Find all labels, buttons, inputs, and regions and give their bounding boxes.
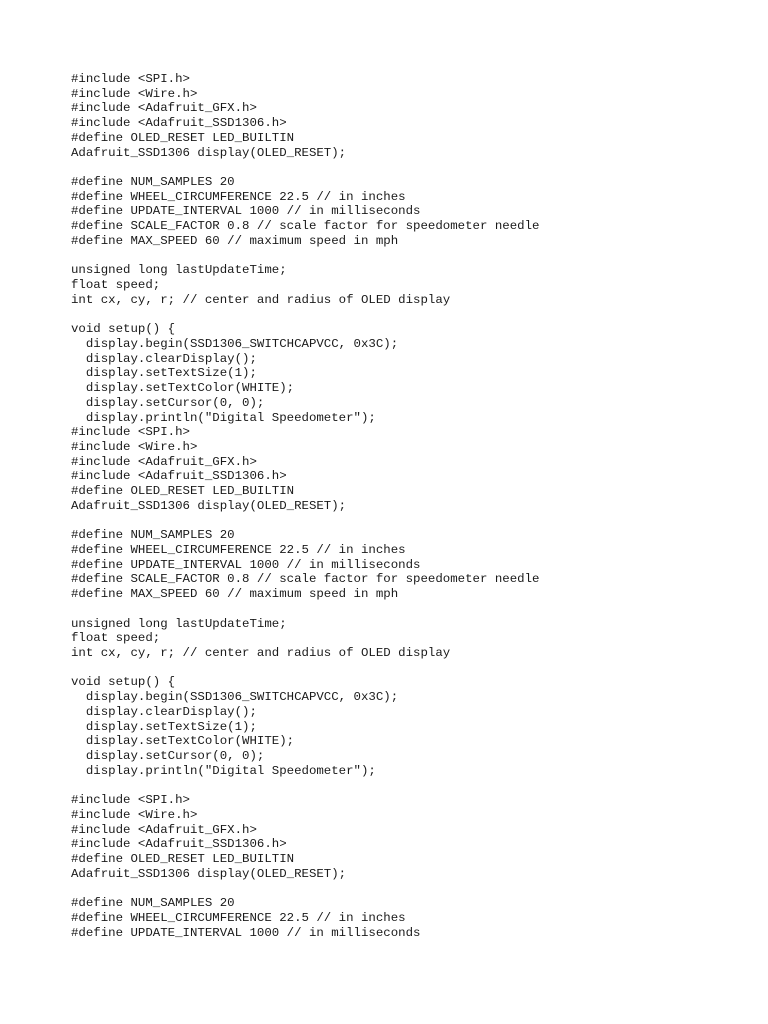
code-line: #define UPDATE_INTERVAL 1000 // in milliseconds xyxy=(71,925,421,940)
code-line: #define UPDATE_INTERVAL 1000 // in milliseconds xyxy=(71,204,421,219)
code-line: #define MAX_SPEED 60 // maximum speed in mph xyxy=(71,587,399,602)
code-line: display.setCursor(0, 0); xyxy=(71,395,265,410)
code-line: #include <Wire.h> xyxy=(71,807,198,822)
code-line: #include <Adafruit_SSD1306.h> xyxy=(71,469,287,484)
code-line: display.println("Digital Speedometer"); xyxy=(71,410,376,425)
code-line: #include <SPI.h> xyxy=(71,425,190,440)
code-line: #define NUM_SAMPLES 20 xyxy=(71,528,235,543)
code-line xyxy=(71,249,539,264)
code-line: display.setTextColor(WHITE); xyxy=(71,734,295,749)
code-line: #define OLED_RESET LED_BUILTIN xyxy=(71,130,295,145)
code-line: unsigned long lastUpdateTime; xyxy=(71,616,287,631)
code-line xyxy=(71,602,539,617)
code-line xyxy=(71,882,539,897)
code-line: #define NUM_SAMPLES 20 xyxy=(71,175,235,190)
code-line: #include <Adafruit_SSD1306.h> xyxy=(71,837,287,852)
code-line: #define SCALE_FACTOR 0.8 // scale factor for speedometer needle xyxy=(71,219,540,234)
code-line: #include <Adafruit_GFX.h> xyxy=(71,101,257,116)
code-line: unsigned long lastUpdateTime; xyxy=(71,263,287,278)
code-line: int cx, cy, r; // center and radius of OLED display xyxy=(71,646,451,661)
code-line: display.setTextSize(1); xyxy=(71,366,257,381)
code-line: #include <Adafruit_GFX.h> xyxy=(71,822,257,837)
code-line xyxy=(71,779,539,794)
code-line: #include <Wire.h> xyxy=(71,439,198,454)
code-line xyxy=(71,661,539,676)
code-line: #define NUM_SAMPLES 20 xyxy=(71,896,235,911)
code-line: #include <Wire.h> xyxy=(71,86,198,101)
code-line: float speed; xyxy=(71,278,161,293)
code-line: #define WHEEL_CIRCUMFERENCE 22.5 // in inches xyxy=(71,910,406,925)
code-line: Adafruit_SSD1306 display(OLED_RESET); xyxy=(71,866,347,881)
code-line: #include <SPI.h> xyxy=(71,793,190,808)
code-line: void setup() { xyxy=(71,675,176,690)
code-line: #include <SPI.h> xyxy=(71,72,190,86)
code-line: #define WHEEL_CIRCUMFERENCE 22.5 // in inches xyxy=(71,189,406,204)
code-line: #define SCALE_FACTOR 0.8 // scale factor for speedometer needle xyxy=(71,572,540,587)
code-line: display.setCursor(0, 0); xyxy=(71,749,265,764)
code-line: #include <Adafruit_GFX.h> xyxy=(71,454,257,469)
code-line: display.clearDisplay(); xyxy=(71,704,257,719)
code-line: display.clearDisplay(); xyxy=(71,351,257,366)
code-line: display.println("Digital Speedometer"); xyxy=(71,763,376,778)
code-line xyxy=(71,308,539,323)
code-line: Adafruit_SSD1306 display(OLED_RESET); xyxy=(71,498,347,513)
code-line: int cx, cy, r; // center and radius of OLED display xyxy=(71,292,451,307)
code-line xyxy=(71,514,539,529)
code-listing xyxy=(71,72,539,940)
code-line: #include <Adafruit_SSD1306.h> xyxy=(71,116,287,131)
code-line xyxy=(71,160,539,175)
code-line: display.begin(SSD1306_SWITCHCAPVCC, 0x3C); xyxy=(71,336,399,351)
code-line: #define OLED_RESET LED_BUILTIN xyxy=(71,484,295,499)
code-line: #define WHEEL_CIRCUMFERENCE 22.5 // in inches xyxy=(71,543,406,557)
code-line: #define OLED_RESET LED_BUILTIN xyxy=(71,852,295,867)
code-line: display.setTextSize(1); xyxy=(71,719,257,734)
code-line: float speed; xyxy=(71,631,161,646)
code-line: #define MAX_SPEED 60 // maximum speed in mph xyxy=(71,233,399,248)
code-line: display.setTextColor(WHITE); xyxy=(71,381,295,396)
code-line: display.begin(SSD1306_SWITCHCAPVCC, 0x3C); xyxy=(71,690,399,705)
code-line: Adafruit_SSD1306 display(OLED_RESET); xyxy=(71,145,347,160)
code-line: void setup() { xyxy=(71,322,176,337)
code-line: #define UPDATE_INTERVAL 1000 // in milliseconds xyxy=(71,557,421,572)
